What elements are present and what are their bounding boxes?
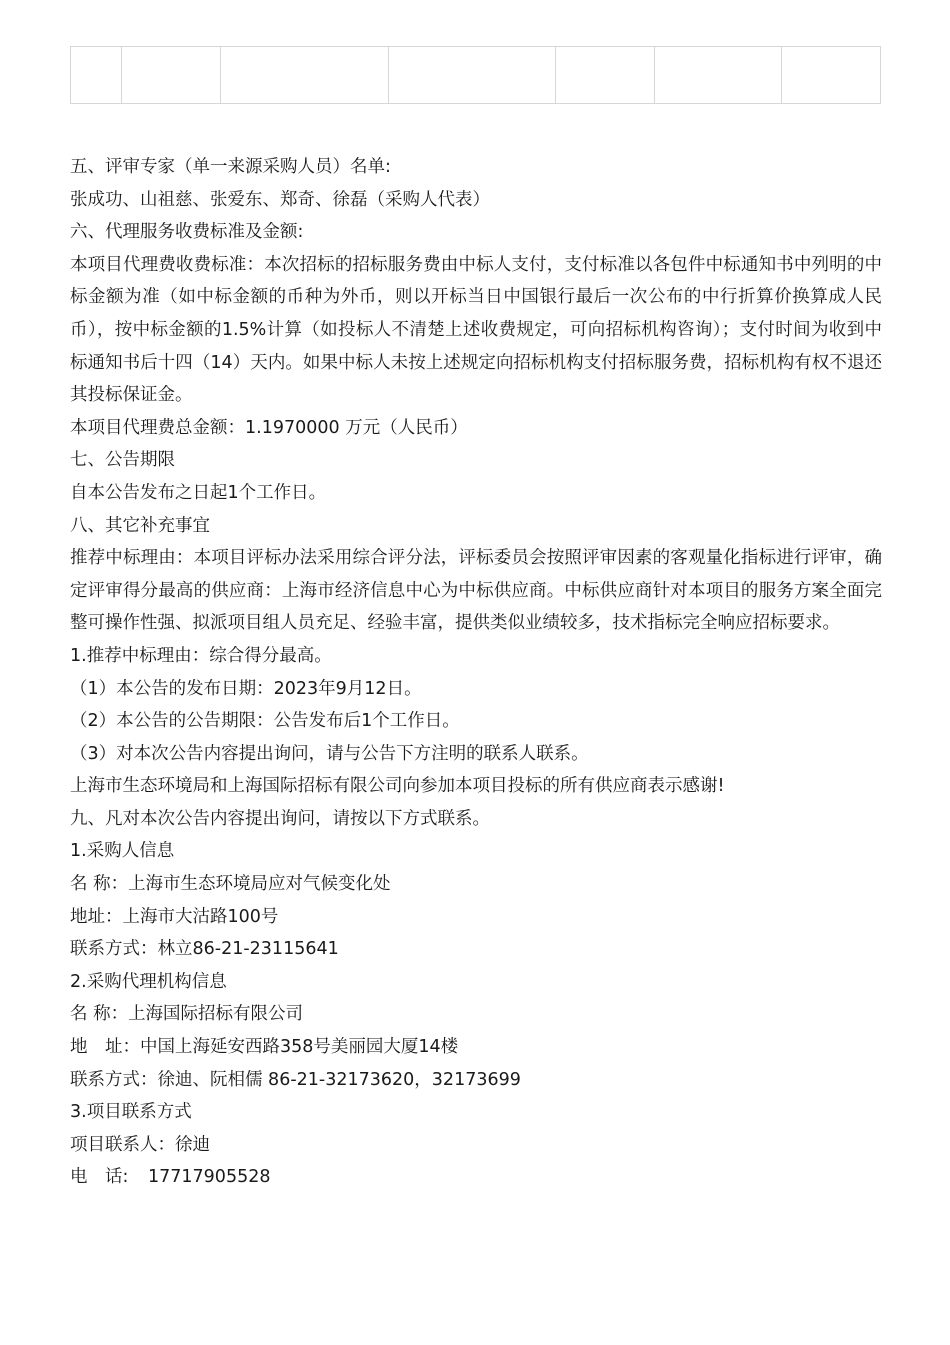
recommend-reason: 推荐中标理由：本项目评标办法采用综合评分法，评标委员会按照评审因素的客观量化指标进行评审，确定评审得分最高的供应商：上海市经济信息中心为中标供应商。中标供应商针对本项目的服务方案全面完整可操作性强、拟派项目组人员充足、经验丰富，提供类似业绩较多，技术指标完全响应招标要求。 [70, 548, 882, 634]
notice-item-3: （3）对本次公告内容提出询问，请与公告下方注明的联系人联系。 [70, 743, 589, 764]
fee-heading: 六、代理服务收费标准及金额: [70, 222, 304, 243]
table-cell [122, 47, 221, 103]
other-heading: 八、其它补充事宜 [70, 515, 210, 536]
contact-heading: 九、凡对本次公告内容提出询问，请按以下方式联系。 [70, 808, 490, 829]
table-cell [655, 47, 782, 103]
notice-item-2: （2）本公告的公告期限：公告发布后1个工作日。 [70, 711, 460, 732]
period-heading: 七、公告期限 [70, 450, 175, 471]
agency-heading: 2.采购代理机构信息 [70, 971, 227, 992]
fee-total: 本项目代理费总金额：1.1970000 万元（人民币） [70, 417, 468, 438]
agency-address: 地 址：中国上海延安西路358号美丽园大厦14楼 [70, 1037, 459, 1058]
project-heading: 3.项目联系方式 [70, 1102, 192, 1123]
buyer-contact: 联系方式：林立86-21-23115641 [70, 939, 339, 960]
phone-label: 电 话: [70, 1167, 129, 1188]
recommend-short: 1.推荐中标理由：综合得分最高。 [70, 645, 332, 666]
table-cell [556, 47, 655, 103]
agency-contact: 联系方式：徐迪、阮相儒 86-21-32173620，32173699 [70, 1069, 521, 1090]
table-row [70, 46, 881, 104]
fee-standard: 本项目代理费收费标准：本次招标的招标服务费由中标人支付，支付标准以各包件中标通知书中列明的中标金额为准（如中标金额的币种为外币，则以开标当日中国银行最后一次公布的中行折算价换算成人民币），按中标金额的1.5%计算（如投标人不清楚上述收费规定，可向招标机构咨询）；支付时间为收到中标通知书后十四（14）天内。如果中标人未按上述规定向招标机构支付招标服务费，招标机构有权不退还其投标保证金。 [70, 254, 882, 406]
buyer-name: 名 称：上海市生态环境局应对气候变化处 [70, 874, 391, 895]
project-person: 项目联系人：徐迪 [70, 1134, 210, 1155]
notice-item-1: （1）本公告的发布日期：2023年9月12日。 [70, 678, 422, 699]
table-cell [782, 47, 880, 103]
experts-heading: 五、评审专家（单一来源采购人员）名单: [70, 157, 391, 177]
buyer-address: 地址：上海市大沽路100号 [70, 906, 279, 927]
table-cell [389, 47, 556, 103]
table-cell [71, 47, 122, 103]
project-phone [70, 1161, 882, 1194]
period-text: 自本公告发布之日起1个工作日。 [70, 482, 327, 503]
experts-list: 张成功、山祖慈、张爱东、郑奇、徐磊（采购人代表） [70, 189, 490, 210]
buyer-heading: 1.采购人信息 [70, 841, 175, 862]
agency-name: 名 称：上海国际招标有限公司 [70, 1004, 304, 1025]
thanks-text: 上海市生态环境局和上海国际招标有限公司向参加本项目投标的所有供应商表示感谢! [70, 776, 725, 797]
table-cell [221, 47, 389, 103]
document-body [70, 151, 882, 1194]
phone-value: 17717905528 [148, 1167, 271, 1188]
